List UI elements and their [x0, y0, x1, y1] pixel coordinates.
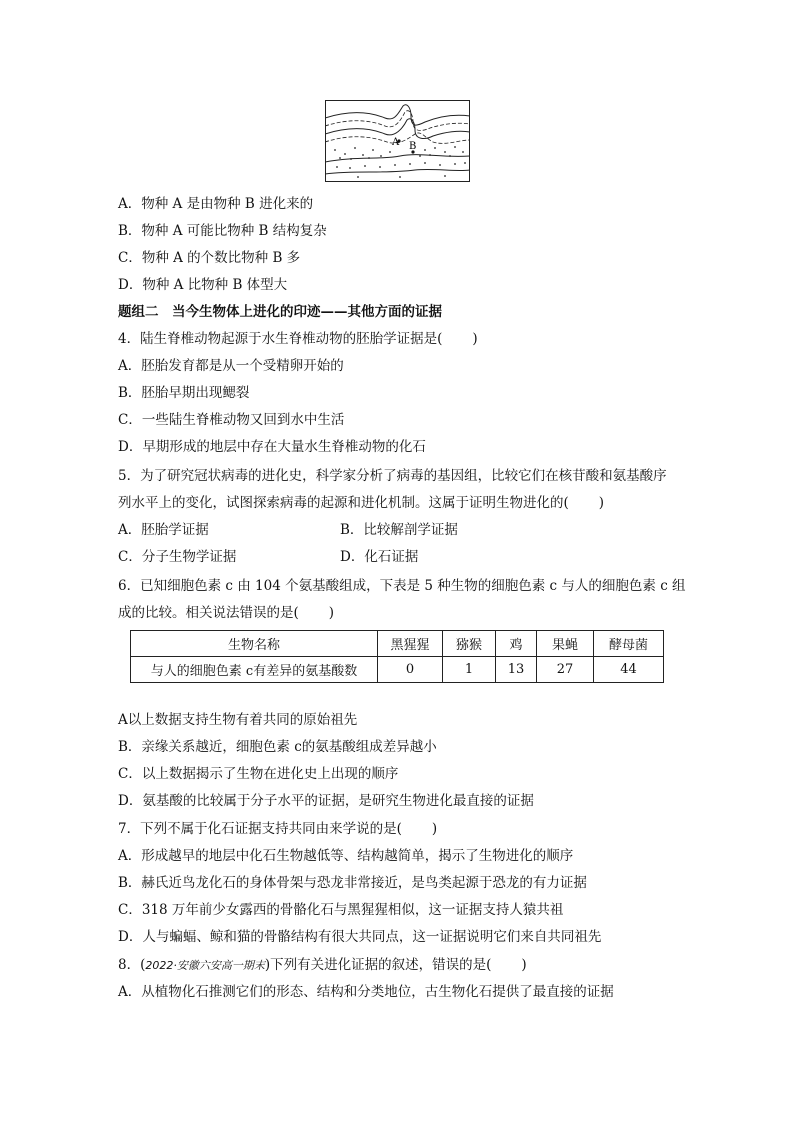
table-header-cell: 猕猴	[443, 631, 496, 657]
strata-figure	[325, 100, 470, 182]
q5-stem-line2: 列水平上的变化，试图探索病毒的起源和进化机制。这属于证明生物进化的( )	[118, 495, 605, 511]
table-cell: 27	[537, 657, 594, 683]
q3-option-c: C．物种 A 的个数比物种 B 多	[118, 250, 301, 266]
q5-options-row1	[118, 521, 458, 539]
q4-option-a: A．胚胎发育都是从一个受精卵开始的	[118, 358, 344, 374]
q5-options-row2	[118, 548, 419, 566]
q5-option-c: C．分子生物学证据	[118, 549, 237, 565]
q5-option-d: D．化石证据	[340, 549, 419, 565]
cytochrome-c-table	[130, 630, 664, 683]
table-cell: 1	[443, 657, 496, 683]
table-header-row	[131, 631, 664, 657]
strata-diagram	[325, 100, 470, 182]
q7-option-b: B．赫氏近鸟龙化石的身体骨架与恐龙非常接近，是鸟类起源于恐龙的有力证据	[118, 875, 587, 891]
q6-stem-line1: 6．已知细胞色素 c 由 104 个氨基酸组成，下表是 5 种生物的细胞色素 c 与人的细胞色素 c 组	[118, 578, 686, 594]
q5-option-a: A．胚胎学证据	[118, 522, 209, 538]
q6-option-c: C．以上数据揭示了生物在进化史上出现的顺序	[118, 766, 399, 782]
q4-option-b: B．胚胎早期出现鳃裂	[118, 385, 250, 401]
q6-stem-line2: 成的比较。相关说法错误的是( )	[118, 605, 335, 621]
q3-option-d: D．物种 A 比物种 B 体型大	[118, 277, 288, 293]
q4-option-c: C．一些陆生脊椎动物又回到水中生活	[118, 412, 345, 428]
table-header-cell: 鸡	[496, 631, 537, 657]
q3-option-a: A．物种 A 是由物种 B 进化来的	[118, 196, 314, 212]
q7-option-a: A．形成越早的地层中化石生物越低等、结构越简单，揭示了生物进化的顺序	[118, 848, 574, 864]
table-row	[131, 657, 664, 683]
species-a-label: A	[392, 137, 400, 148]
q5-option-b: B．比较解剖学证据	[340, 522, 458, 538]
q8-option-a: A．从植物化石推测它们的形态、结构和分类地位，古生物化石提供了最直接的证据	[118, 984, 614, 1000]
q7-option-d: D．人与蝙蝠、鲸和猫的骨骼结构有很大共同点，这一证据说明它们来自共同祖先	[118, 929, 602, 945]
group2-title: 题组二 当今生物体上进化的印迹——其他方面的证据	[118, 304, 442, 320]
table-cell: 44	[594, 657, 664, 683]
q7-option-c: C．318 万年前少女露西的骨骼化石与黑猩猩相似，这一证据支持人猿共祖	[118, 902, 564, 918]
species-b-label: B	[409, 141, 417, 152]
table-header-cell: 酵母菌	[594, 631, 664, 657]
q5-stem-line1: 5．为了研究冠状病毒的进化史，科学家分析了病毒的基因组，比较它们在核苷酸和氨基酸序	[118, 468, 667, 484]
q6-option-b: B．亲缘关系越近，细胞色素 c的氨基酸组成差异越小	[118, 739, 437, 755]
table-cell: 13	[496, 657, 537, 683]
q8-source: 2022·安徽六安高一期末	[145, 959, 265, 972]
q4-option-d: D．早期形成的地层中存在大量水生脊椎动物的化石	[118, 439, 426, 455]
q8-stem: 8．(2022·安徽六安高一期末)下列有关进化证据的叙述，错误的是( )	[118, 957, 527, 973]
table-cell: 0	[378, 657, 443, 683]
q4-stem: 4．陆生脊椎动物起源于水生脊椎动物的胚胎学证据是( )	[118, 331, 478, 347]
table-header-cell: 黑猩猩	[378, 631, 443, 657]
table-header-cell: 果蝇	[537, 631, 594, 657]
q7-stem: 7．下列不属于化石证据支持共同由来学说的是( )	[118, 821, 438, 837]
table-row-label: 与人的细胞色素 c有差异的氨基酸数	[131, 657, 378, 683]
q3-option-b: B．物种 A 可能比物种 B 结构复杂	[118, 223, 327, 239]
q6-option-a: A以上数据支持生物有着共同的原始祖先	[118, 712, 358, 728]
q6-option-d: D．氨基酸的比较属于分子水平的证据，是研究生物进化最直接的证据	[118, 793, 534, 809]
table-header-cell: 生物名称	[131, 631, 378, 657]
